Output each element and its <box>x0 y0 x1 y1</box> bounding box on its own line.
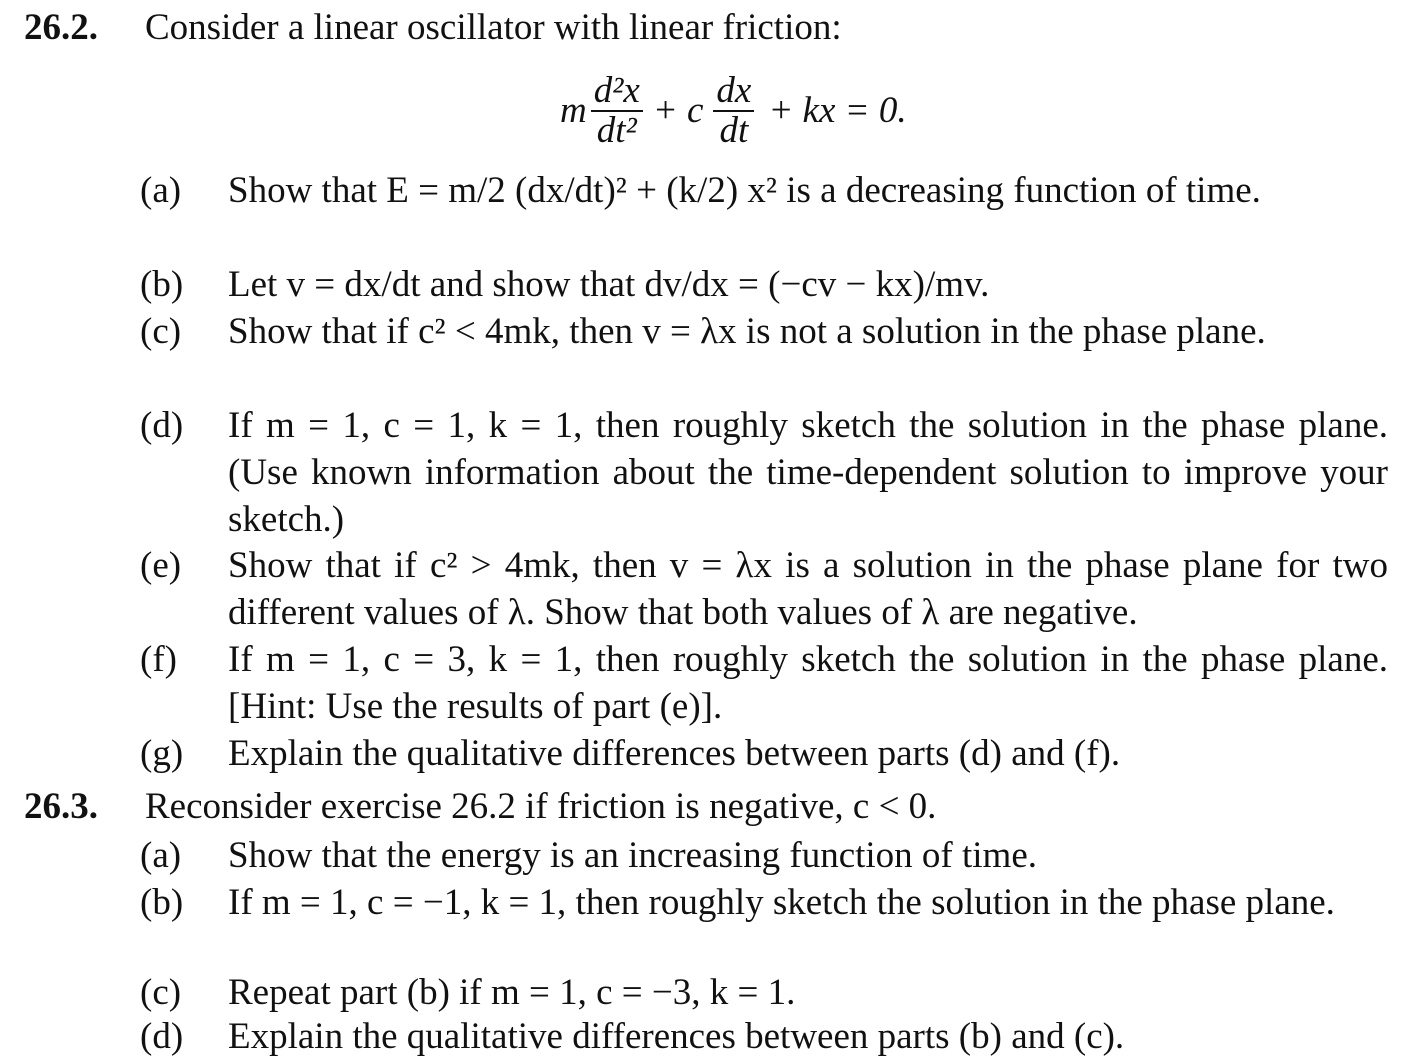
first-derivative-fraction <box>713 72 754 150</box>
part-label: (g) <box>140 733 184 774</box>
exercise-part <box>140 402 1388 543</box>
exercise-part <box>140 1013 1388 1060</box>
exercise-part <box>140 730 1388 777</box>
part-text: Let v = dx/dt and show that dv/dx = (−cv − kx)/mv. <box>228 264 990 305</box>
part-text: Show that the energy is an increasing function of time. <box>228 835 1038 876</box>
part-label: (e) <box>140 545 182 586</box>
part-label: (c) <box>140 972 182 1013</box>
exercise-number: 26.2. <box>24 7 98 48</box>
part-label: (f) <box>140 639 177 680</box>
exercise-number: 26.3. <box>24 786 98 827</box>
part-text: Show that E = m/2 (dx/dt)² + (k/2) x² is a decreasing function of time. <box>228 170 1261 211</box>
part-text: If m = 1, c = 3, k = 1, then roughly sketch the solution in the phase plane. [Hint: Use the results of part (e)]. <box>228 639 1388 727</box>
exercise-part <box>140 308 1388 355</box>
equation-tail: + kx = 0. <box>768 90 907 131</box>
part-text: Show that if c² > 4mk, then v = λx is a solution in the phase plane for two different values of λ. Show that both values of λ are negative. <box>228 545 1388 633</box>
exercise-part <box>140 261 1388 308</box>
exercise-part <box>140 636 1388 730</box>
part-text: If m = 1, c = 1, k = 1, then roughly sketch the solution in the phase plane. (Use known information about the time-dependent solution to improve your sketch.) <box>228 405 1388 540</box>
part-label: (d) <box>140 1016 184 1057</box>
exercise-part <box>140 542 1388 636</box>
part-label: (c) <box>140 311 182 352</box>
equation-lead: m <box>560 90 587 131</box>
exercise-intro: Reconsider exercise 26.2 if friction is negative, c < 0. <box>145 786 937 827</box>
exercise-part <box>140 832 1388 879</box>
fraction-denominator: dt² <box>596 110 637 151</box>
fraction-denominator: dt <box>719 110 749 151</box>
fraction-numerator: dx <box>713 72 754 112</box>
exercise-part <box>140 167 1388 214</box>
part-label: (a) <box>140 835 182 876</box>
part-text: If m = 1, c = −1, k = 1, then roughly sketch the solution in the phase plane. <box>228 882 1335 923</box>
part-text: Explain the qualitative differences between parts (b) and (c). <box>228 1016 1125 1057</box>
part-label: (d) <box>140 405 184 446</box>
part-label: (b) <box>140 264 184 305</box>
fraction-numerator: d²x <box>591 72 643 112</box>
part-label: (a) <box>140 170 182 211</box>
equation-middle: + c <box>652 90 704 131</box>
part-text: Explain the qualitative differences between parts (d) and (f). <box>228 733 1121 774</box>
exercise-part <box>140 969 1388 1016</box>
part-label: (b) <box>140 882 184 923</box>
second-derivative-fraction <box>591 72 643 150</box>
exercise-part <box>140 879 1388 926</box>
exercise-intro: Consider a linear oscillator with linear friction: <box>145 7 842 48</box>
part-text: Show that if c² < 4mk, then v = λx is not a solution in the phase plane. <box>228 311 1266 352</box>
differential-equation <box>560 66 907 156</box>
part-text: Repeat part (b) if m = 1, c = −3, k = 1. <box>228 972 796 1013</box>
